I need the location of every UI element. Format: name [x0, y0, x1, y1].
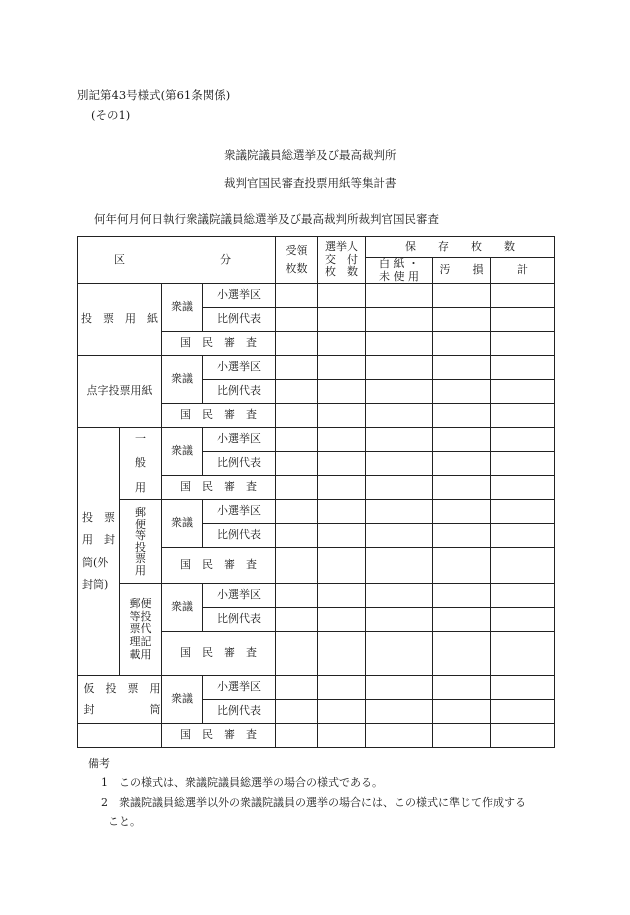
- cell: [276, 724, 318, 748]
- label-shugi: 衆議: [162, 356, 203, 404]
- cell: [366, 524, 433, 548]
- header-received: 受領 枚数: [276, 237, 318, 284]
- note-item-1: 1 この様式は、衆議院議員総選挙の場合の様式である。: [101, 776, 383, 789]
- cell: [366, 476, 433, 500]
- cell: [366, 584, 433, 608]
- cell: [276, 380, 318, 404]
- cell: [491, 308, 555, 332]
- notes-heading: 備考: [88, 757, 110, 770]
- group-braille: 点字投票用紙: [78, 356, 162, 428]
- cell: [491, 404, 555, 428]
- cell: [433, 476, 491, 500]
- cell: [276, 356, 318, 380]
- cell: [366, 356, 433, 380]
- cell: [276, 632, 318, 676]
- label-pr: 比例代表: [203, 308, 276, 332]
- cell: [491, 700, 555, 724]
- cell: [491, 632, 555, 676]
- cell: [366, 676, 433, 700]
- cell: [276, 500, 318, 524]
- cell: [318, 676, 366, 700]
- cell: [433, 676, 491, 700]
- label-shugi: 衆議: [162, 500, 203, 548]
- header-total: 計: [491, 258, 555, 284]
- cell: [318, 476, 366, 500]
- header-issued: 選挙人 交 付 枚 数: [318, 237, 366, 284]
- cell: [318, 632, 366, 676]
- cell: [276, 332, 318, 356]
- cell: [318, 308, 366, 332]
- cell: [276, 452, 318, 476]
- header-damaged: 汚 損: [433, 258, 491, 284]
- cell: [433, 380, 491, 404]
- label-pr: 比例代表: [203, 380, 276, 404]
- cell: [276, 584, 318, 608]
- cell: [491, 524, 555, 548]
- cell: [318, 332, 366, 356]
- cell: [433, 452, 491, 476]
- group-ballot: 投 票 用 紙: [78, 284, 162, 356]
- cell: [433, 548, 491, 584]
- note-item-2: 2 衆議院議員総選挙以外の衆議院議員の選挙の場合には、この様式に準じて作成する: [101, 796, 526, 809]
- cell: [318, 284, 366, 308]
- subgroup-proxy: 郵便 等投 票代 理記 載用: [120, 584, 162, 676]
- cell: [433, 284, 491, 308]
- label-shugi: 衆議: [162, 676, 203, 724]
- cell: [276, 476, 318, 500]
- label-review: 国 民 審 査: [162, 548, 276, 584]
- cell: [491, 380, 555, 404]
- cell: [433, 404, 491, 428]
- cell: [366, 500, 433, 524]
- subgroup-postal: 郵 便 等 投 票 用: [120, 500, 162, 584]
- label-single: 小選挙区: [203, 428, 276, 452]
- cell: [491, 724, 555, 748]
- header-storage: 保 存 枚 数: [366, 237, 555, 258]
- cell: [433, 428, 491, 452]
- title-line-2: 裁判官国民審査投票用紙等集計書: [224, 176, 397, 190]
- cell: [491, 500, 555, 524]
- cell: [276, 428, 318, 452]
- cell: [318, 700, 366, 724]
- cell: [276, 308, 318, 332]
- cell: [491, 452, 555, 476]
- cell: [433, 632, 491, 676]
- cell: [433, 356, 491, 380]
- cell: [366, 284, 433, 308]
- header-blank: 白 紙 ・ 未 使 用: [366, 258, 433, 284]
- label-review: 国 民 審 査: [162, 724, 276, 748]
- cell: [318, 724, 366, 748]
- cell: [491, 428, 555, 452]
- label-review: 国 民 審 査: [162, 476, 276, 500]
- label-pr: 比例代表: [203, 524, 276, 548]
- cell: [318, 500, 366, 524]
- cell: [433, 308, 491, 332]
- cell: [276, 608, 318, 632]
- cell: [318, 548, 366, 584]
- label-shugi: 衆議: [162, 284, 203, 332]
- cell: [276, 524, 318, 548]
- cell: [318, 380, 366, 404]
- group-temp-envelope: 仮 投 票 用 封 筒: [78, 676, 162, 724]
- form-part: (その1): [91, 108, 131, 122]
- label-review: 国 民 審 査: [162, 404, 276, 428]
- label-single: 小選挙区: [203, 284, 276, 308]
- cell: [433, 332, 491, 356]
- label-single: 小選挙区: [203, 356, 276, 380]
- election-subtitle: 何年何月何日執行衆議院議員総選挙及び最高裁判所裁判官国民審査: [94, 212, 439, 226]
- group-envelope: 投 票 用 封 筒(外 封筒): [78, 428, 120, 676]
- cell: [318, 608, 366, 632]
- label-single: 小選挙区: [203, 500, 276, 524]
- cell: [318, 428, 366, 452]
- cell: [366, 332, 433, 356]
- cell: [318, 404, 366, 428]
- cell: [491, 676, 555, 700]
- cell: [491, 548, 555, 584]
- cell: [491, 332, 555, 356]
- cell: [276, 548, 318, 584]
- blank-cell: [78, 724, 162, 748]
- label-review: 国 民 審 査: [162, 332, 276, 356]
- cell: [366, 700, 433, 724]
- cell: [491, 476, 555, 500]
- subgroup-general: 一 般 用: [120, 428, 162, 500]
- cell: [491, 284, 555, 308]
- cell: [366, 380, 433, 404]
- cell: [366, 724, 433, 748]
- cell: [276, 700, 318, 724]
- cell: [318, 452, 366, 476]
- label-pr: 比例代表: [203, 700, 276, 724]
- title-line-1: 衆議院議員総選挙及び最高裁判所: [224, 148, 397, 162]
- cell: [276, 404, 318, 428]
- cell: [433, 524, 491, 548]
- cell: [366, 428, 433, 452]
- cell: [491, 584, 555, 608]
- cell: [366, 404, 433, 428]
- label-shugi: 衆議: [162, 428, 203, 476]
- cell: [433, 608, 491, 632]
- tally-table: [77, 236, 555, 748]
- cell: [433, 724, 491, 748]
- label-review: 国 民 審 査: [162, 632, 276, 676]
- cell: [433, 700, 491, 724]
- cell: [491, 608, 555, 632]
- cell: [366, 452, 433, 476]
- cell: [366, 308, 433, 332]
- cell: [366, 608, 433, 632]
- label-pr: 比例代表: [203, 452, 276, 476]
- header-kubun: 区 分: [78, 237, 276, 284]
- cell: [366, 548, 433, 584]
- cell: [433, 500, 491, 524]
- cell: [318, 356, 366, 380]
- form-reference: 別記第43号様式(第61条関係): [77, 88, 231, 102]
- cell: [318, 584, 366, 608]
- cell: [433, 584, 491, 608]
- cell: [276, 676, 318, 700]
- label-shugi: 衆議: [162, 584, 203, 632]
- label-single: 小選挙区: [203, 676, 276, 700]
- cell: [491, 356, 555, 380]
- cell: [366, 632, 433, 676]
- label-pr: 比例代表: [203, 608, 276, 632]
- cell: [318, 524, 366, 548]
- label-single: 小選挙区: [203, 584, 276, 608]
- note-item-2-cont: こと。: [108, 815, 141, 828]
- cell: [276, 284, 318, 308]
